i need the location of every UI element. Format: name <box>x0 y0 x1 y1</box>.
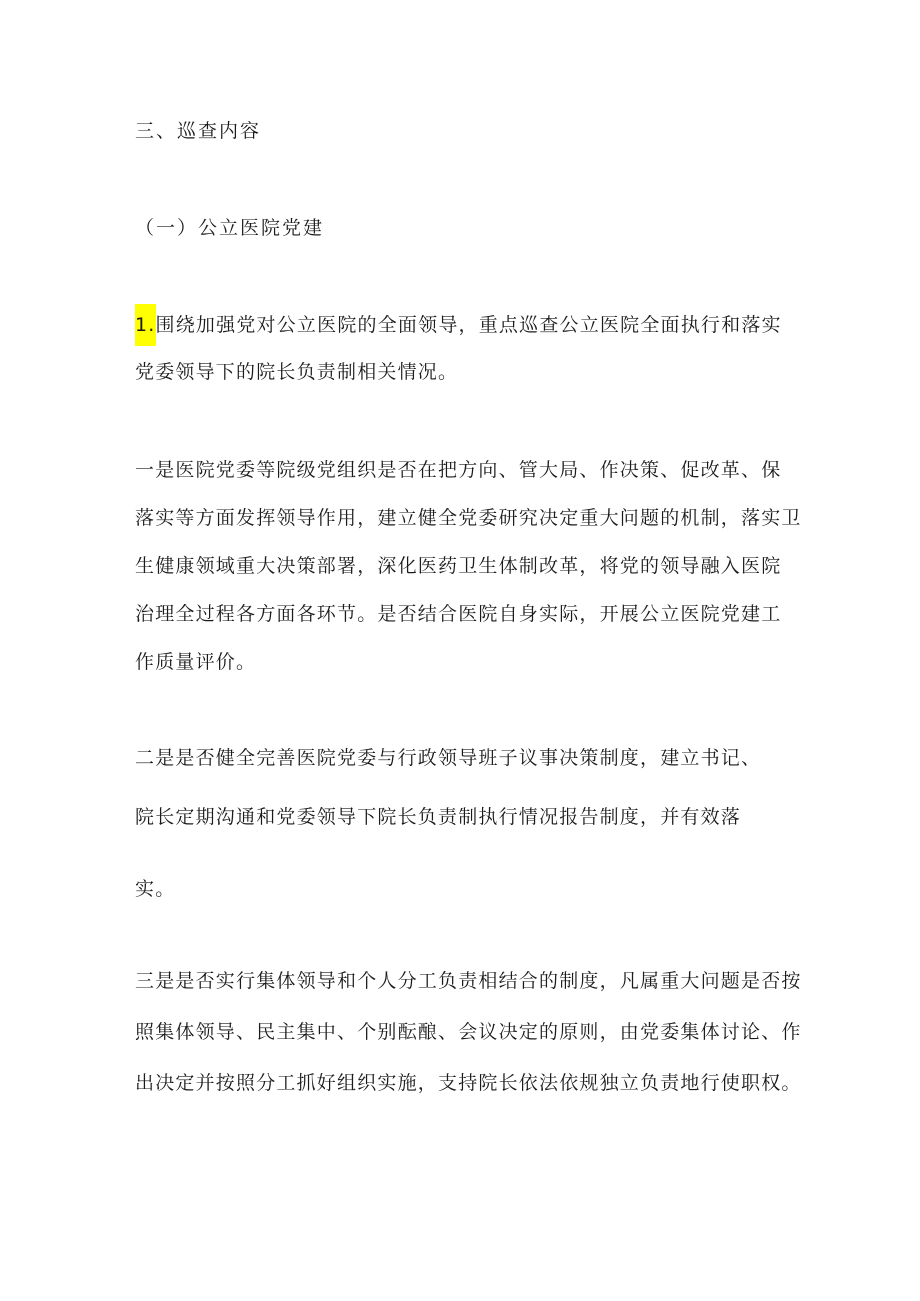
section-title: 三、巡查内容 <box>135 120 262 142</box>
para3-line3: 出决定并按照分工抓好组织实施，支持院长依法依规独立负责地行使职权。 <box>135 1072 802 1094</box>
para3-line1: 三是是否实行集体领导和个人分工负责相结合的制度，凡属重大问题是否按 <box>135 970 802 992</box>
item-number-highlight: 1. <box>135 304 156 346</box>
item1-line1 <box>135 313 782 337</box>
para2-line2: 院长定期沟通和党委领导下院长负责制执行情况报告制度，并有效落 <box>135 806 742 828</box>
item1-line1-text: 围绕加强党对公立医院的全面领导，重点巡查公立医院全面执行和落实 <box>155 314 782 336</box>
para1-line5: 作质量评价。 <box>135 651 257 673</box>
para2-line3: 实。 <box>135 878 176 900</box>
para3-line2: 照集体领导、民主集中、个别酝酿、会议决定的原则，由党委集体讨论、作 <box>135 1021 802 1043</box>
para1-line4: 治理全过程各方面各环节。是否结合医院自身实际，开展公立医院党建工 <box>135 603 782 625</box>
item1-line2: 党委领导下的院长负责制相关情况。 <box>135 361 459 383</box>
para1-line3: 生健康领域重大决策部署，深化医药卫生体制改革，将党的领导融入医院 <box>135 555 782 577</box>
para1-line2: 落实等方面发挥领导作用，建立健全党委研究决定重大问题的机制，落实卫 <box>135 507 802 529</box>
para2-line1: 二是是否健全完善医院党委与行政领导班子议事决策制度，建立书记、 <box>135 747 762 769</box>
subsection-title: （一）公立医院党建 <box>135 217 325 239</box>
para1-line1: 一是医院党委等院级党组织是否在把方向、管大局、作决策、促改革、保 <box>135 459 782 481</box>
